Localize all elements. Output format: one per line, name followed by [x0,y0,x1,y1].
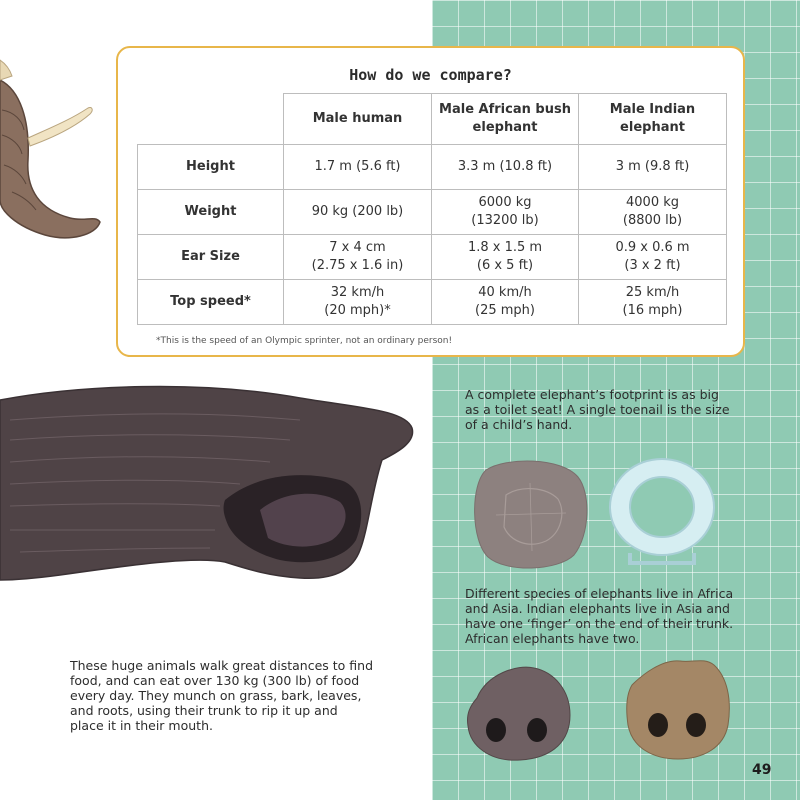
eating-caption: These huge animals walk great distances to find food, and can eat over 130 kg (300 lb) of food every day. They munch on grass, bark, leaves, and roots, using their trunk to rip it up and place it in their mouth. [70,658,374,733]
table-cell: 25 km/h (16 mph) [579,280,727,325]
column-header: Male Indian elephant [579,94,727,145]
column-header: Male human [284,94,432,145]
species-caption: Different species of elephants live in Africa and Asia. Indian elephants live in Asia and have one ‘finger’ on the end of their trunk. African elephants have two. [465,586,734,646]
row-label: Top speed* [138,280,284,325]
table-header-row [138,94,727,145]
table-cell: 0.9 x 0.6 m (3 x 2 ft) [579,235,727,280]
toilet-seat-illustration [600,455,730,570]
row-label: Weight [138,190,284,235]
table-cell: 1.8 x 1.5 m (6 x 5 ft) [432,235,579,280]
trunk-tip-illustration [0,380,420,610]
footprint-illustration [466,455,596,575]
table-row [138,280,727,325]
comparison-box [116,46,745,357]
row-label: Height [138,145,284,190]
table-cell: 40 km/h (25 mph) [432,280,579,325]
table-cell: 90 kg (200 lb) [284,190,432,235]
table-cell: 7 x 4 cm (2.75 x 1.6 in) [284,235,432,280]
comparison-footnote: *This is the speed of an Olympic sprinter, not an ordinary person! [156,336,453,346]
table-corner-cell [138,94,284,145]
row-label: Ear Size [138,235,284,280]
table-cell: 3.3 m (10.8 ft) [432,145,579,190]
curled-trunk-illustration [0,50,110,250]
table-row [138,235,727,280]
page-number: 49 [752,762,772,778]
comparison-title: How do we compare? [349,66,512,84]
table-cell: 32 km/h (20 mph)* [284,280,432,325]
table-row [138,145,727,190]
comparison-table [137,93,727,325]
table-row [138,190,727,235]
table-cell: 4000 kg (8800 lb) [579,190,727,235]
indian-elephant-trunk-tip-illustration [462,660,577,765]
african-elephant-trunk-tip-illustration [622,655,737,763]
table-cell: 6000 kg (13200 lb) [432,190,579,235]
table-cell: 1.7 m (5.6 ft) [284,145,432,190]
footprint-caption: A complete elephant’s footprint is as big as a toilet seat! A single toenail is the size of a child’s hand. [465,387,730,432]
column-header: Male African bush elephant [432,94,579,145]
table-cell: 3 m (9.8 ft) [579,145,727,190]
